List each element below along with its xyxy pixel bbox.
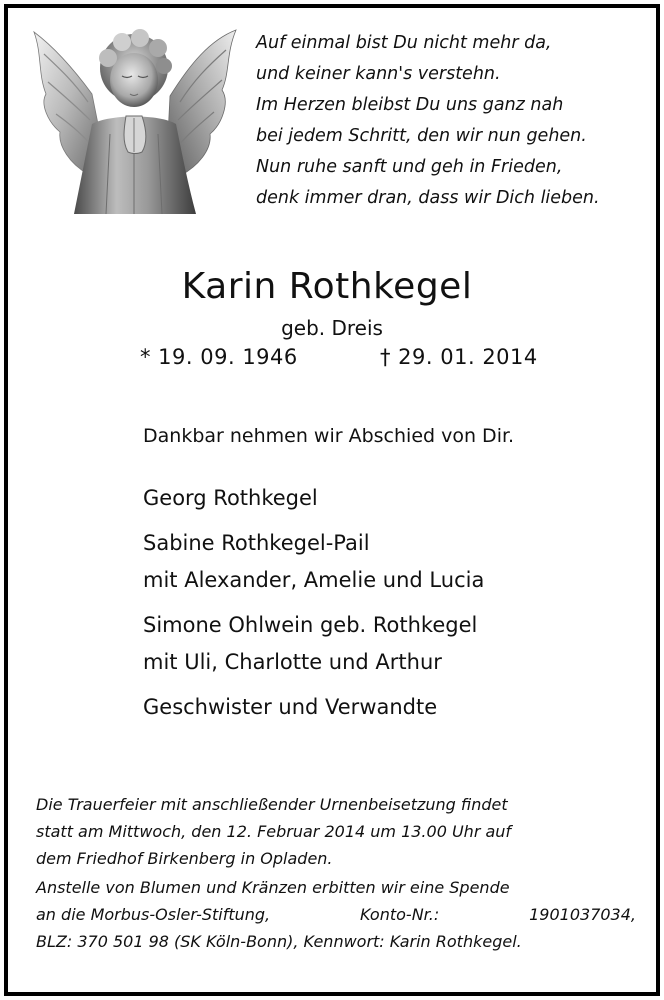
mourner-line: mit Uli, Charlotte und Arthur xyxy=(143,650,442,674)
poem-line: und keiner kann's verstehn. xyxy=(256,64,501,84)
donation-line: BLZ: 370 501 98 (SK Köln-Bonn), Kennwort: Karin Rothkegel. xyxy=(36,932,522,951)
mourner-line: Geschwister und Verwandte xyxy=(143,695,438,719)
mourner-line: Georg Rothkegel xyxy=(143,486,318,510)
funeral-info xyxy=(36,791,636,955)
donation-account-label: Konto-Nr.: xyxy=(360,905,440,924)
donation-line: Anstelle von Blumen und Kränzen erbitten wir eine Spende xyxy=(36,878,510,897)
donation-account-number: 1901037034, xyxy=(529,905,636,924)
funeral-line: Die Trauerfeier mit anschließender Urnenbeisetzung findet xyxy=(36,795,508,814)
funeral-line: dem Friedhof Birkenberg in Opladen. xyxy=(36,849,333,868)
poem-line: bei jedem Schritt, den wir nun gehen. xyxy=(256,126,587,146)
born-name: geb. Dreis xyxy=(281,316,383,340)
poem-line: Nun ruhe sanft und geh in Frieden, xyxy=(256,157,563,177)
farewell-text: Dankbar nehmen wir Abschied von Dir. xyxy=(143,425,515,447)
donation-line xyxy=(36,901,636,928)
birth-date: * 19. 09. 1946 xyxy=(140,345,298,369)
poem-line: Im Herzen bleibst Du uns ganz nah xyxy=(256,95,564,115)
mourner-line: Sabine Rothkegel-Pail xyxy=(143,531,370,555)
mourner-line: mit Alexander, Amelie und Lucia xyxy=(143,568,485,592)
deceased-name: Karin Rothkegel xyxy=(181,266,473,307)
poem-line: denk immer dran, dass wir Dich lieben. xyxy=(256,188,600,208)
mourners-list xyxy=(143,480,484,726)
poem xyxy=(256,28,644,214)
angel-statue-image xyxy=(30,24,240,214)
donation-foundation: an die Morbus-Osler-Stiftung, xyxy=(36,905,271,924)
mourner-line: Simone Ohlwein geb. Rothkegel xyxy=(143,613,478,637)
poem-line: Auf einmal bist Du nicht mehr da, xyxy=(256,33,552,53)
death-date: † 29. 01. 2014 xyxy=(380,345,538,369)
funeral-line: statt am Mittwoch, den 12. Februar 2014 um 13.00 Uhr auf xyxy=(36,822,512,841)
